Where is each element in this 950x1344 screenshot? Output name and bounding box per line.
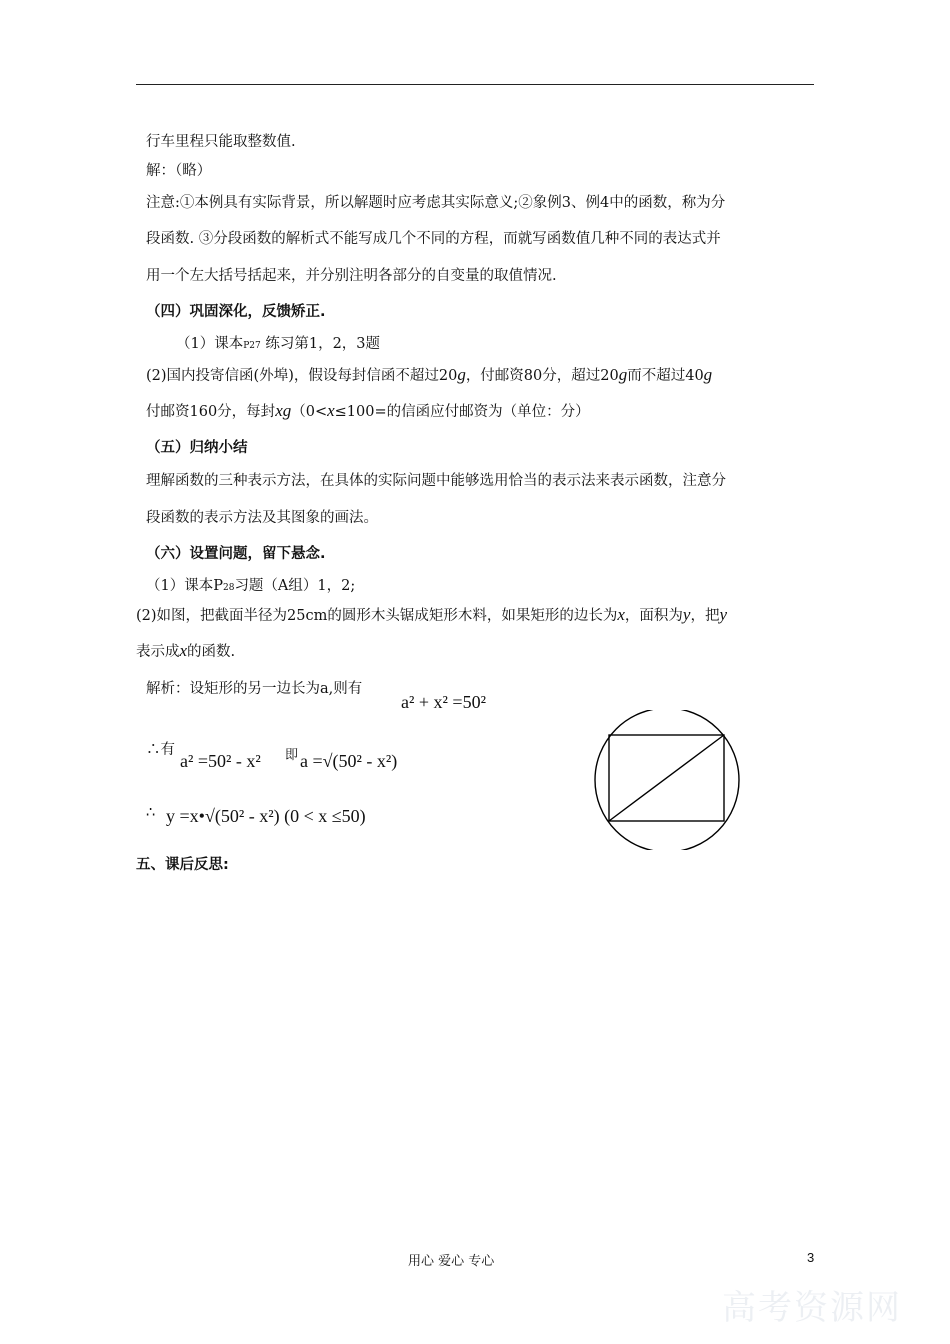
equation-text: a =√(50² - x²) (300, 751, 398, 771)
heading-text: （六）设置问题，留下悬念. (146, 546, 326, 562)
text: 理解函数的三种表示方法，在具体的实际问题中能够选用恰当的表示法来表示函数，注意分 (146, 473, 726, 489)
math-var: y (682, 605, 691, 624)
footer-text: 用心 爱心 专心 (408, 1254, 495, 1269)
page-number (807, 1250, 814, 1265)
text: 注意:①本例具有实际背景，所以解题时应考虑其实际意义;②象例3、例4中的函数，称为分 (146, 195, 726, 211)
equation (401, 692, 486, 713)
math-var: g (703, 365, 713, 384)
solution-line (146, 679, 362, 699)
exercise-line (176, 334, 380, 356)
text: ，面积为 (624, 608, 683, 624)
text: ，把 (690, 608, 720, 624)
diagonal-line (609, 735, 724, 821)
text: （1）课本 (176, 336, 244, 352)
text: (2)如图，把截面半径为25cm的圆形木头锯成矩形木料，如果矩形的边长为 (136, 608, 618, 624)
footer-motto (408, 1250, 494, 1269)
section-heading (146, 544, 326, 564)
text: 练习第1，2，3题 (260, 336, 381, 352)
watermark (722, 1280, 902, 1329)
math-var: g (618, 365, 628, 384)
text: (2)国内投寄信函(外埠)，假设每封信函不超过20 (146, 368, 458, 384)
text: 用一个左大括号括起来，并分别注明各部分的自变量的取值情况. (146, 268, 557, 284)
section-heading (146, 302, 326, 322)
heading-text: （五）归纳小结 (146, 440, 248, 456)
text: 行车里程只能取整数值. (146, 134, 296, 150)
page-number-text: 3 (807, 1250, 815, 1265)
text: 即 (285, 748, 299, 763)
problem-line (136, 605, 727, 626)
heading-text: （四）巩固深化，反馈矫正. (146, 304, 326, 320)
math-var: y (719, 605, 727, 624)
text: 付邮资160分，每封 (146, 404, 276, 420)
text: 表示成 (136, 644, 180, 660)
text-line (146, 229, 721, 249)
text-line (146, 471, 726, 491)
heading-text: 五、课后反思: (136, 857, 229, 873)
text-line (146, 161, 211, 181)
math-var: x (617, 605, 625, 624)
text: 解：（略） (146, 163, 212, 179)
equation (300, 751, 397, 772)
equation-text: y =x•√(50² - x²) (0 < x ≤50) (166, 806, 366, 826)
text: 解析：设矩形的另一边长为a,则有 (146, 681, 363, 697)
text: （1）课本P (146, 578, 223, 594)
circle-rectangle-figure (592, 710, 742, 850)
math-var: g (457, 365, 466, 384)
text: （0< (291, 404, 328, 420)
text: ≤100=的信函应付邮资为（单位：分） (334, 404, 590, 420)
circle-shape (595, 710, 739, 850)
text-line (146, 193, 725, 213)
equation (180, 751, 261, 772)
math-var: x (179, 641, 188, 660)
math-var: x (327, 401, 335, 420)
equation-text: a² =50² - x² (180, 751, 261, 771)
text: ，付邮资80分，超过20 (465, 368, 619, 384)
text-line (146, 508, 378, 528)
text: 段函数. ③分段函数的解析式不能写成几个不同的方程，而就写函数值几种不同的表达式并 (146, 231, 721, 247)
text: 段函数的表示方法及其图象的画法。 (146, 510, 378, 526)
text: 的函数. (187, 644, 236, 660)
text-line (146, 132, 296, 152)
equation-text: a² + x² =50² (401, 692, 486, 712)
therefore-line (146, 803, 155, 823)
watermark-text: 高考资源网 (722, 1288, 902, 1328)
math-var: xg (275, 401, 292, 420)
problem-line (146, 576, 355, 598)
problem-line (136, 641, 235, 662)
subscript: 28 (222, 583, 235, 593)
section-heading (146, 438, 248, 458)
text: 习题（A组）1，2; (234, 578, 356, 594)
header-rule (136, 84, 814, 85)
therefore-line (146, 740, 175, 760)
exercise-line (146, 365, 712, 386)
subscript: P27 (243, 341, 261, 351)
exercise-line (146, 401, 590, 422)
section-heading (136, 855, 229, 875)
connector-word (285, 746, 298, 766)
text: 而不超过40 (627, 368, 704, 384)
equation (166, 806, 366, 827)
text: ∴ (146, 805, 156, 821)
text: ∴有 (146, 742, 175, 758)
text-line (146, 266, 557, 286)
